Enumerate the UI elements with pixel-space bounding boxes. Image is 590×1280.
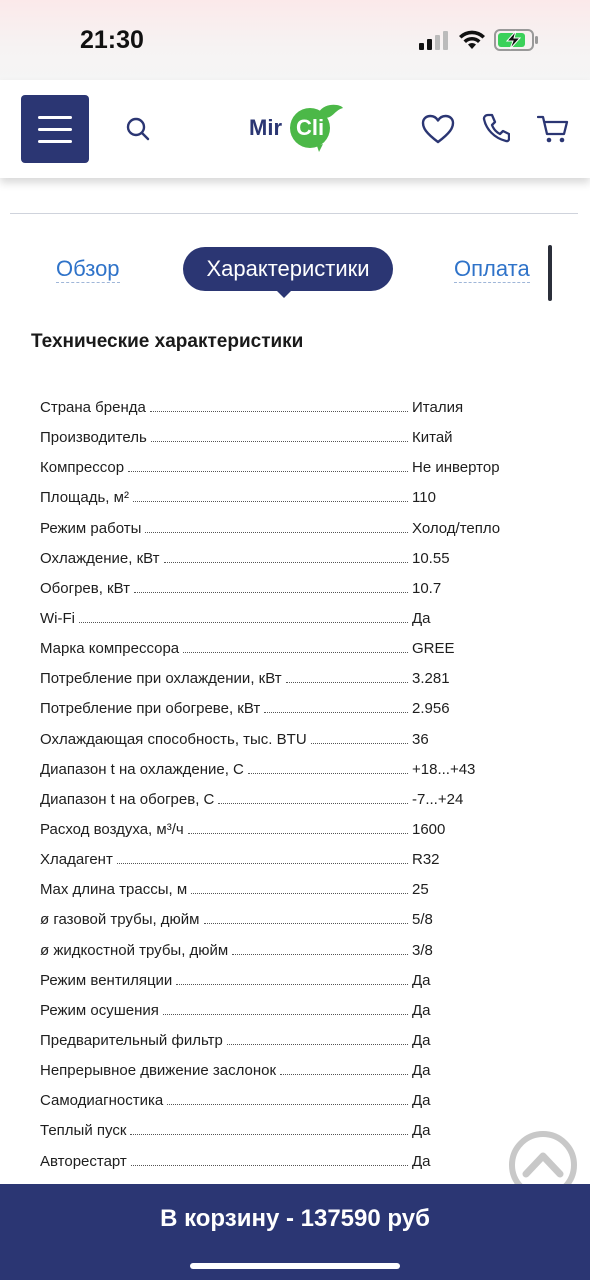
spec-label-wrap xyxy=(40,398,408,418)
spec-label-wrap xyxy=(40,880,408,900)
spec-value: Да xyxy=(412,971,431,989)
spec-label: Компрессор xyxy=(40,459,125,477)
spec-label-wrap xyxy=(40,760,408,780)
dotted-leader xyxy=(311,743,408,744)
spec-label: Предварительный фильтр xyxy=(40,1031,223,1049)
spec-value: Да xyxy=(412,1062,431,1080)
tab-payment[interactable]: Оплата xyxy=(454,256,530,281)
spec-label: Расход воздуха, м³/ч xyxy=(40,820,184,838)
add-to-cart-bar[interactable] xyxy=(0,1184,590,1280)
spec-label-wrap xyxy=(40,458,408,478)
spec-value: 1600 xyxy=(412,820,446,838)
search-icon[interactable] xyxy=(125,116,151,142)
spec-row xyxy=(40,1152,580,1182)
spec-label: Wi-Fi xyxy=(40,609,75,627)
dotted-leader xyxy=(145,532,408,533)
spec-row xyxy=(40,488,580,518)
spec-row xyxy=(40,699,580,729)
dotted-leader xyxy=(188,833,408,834)
dotted-leader xyxy=(163,1014,408,1015)
dotted-leader xyxy=(248,773,408,774)
spec-value: Не инвертор xyxy=(412,459,500,477)
battery-charging-icon xyxy=(494,28,540,52)
spec-row xyxy=(40,1061,580,1091)
spec-label-wrap xyxy=(40,790,408,810)
spec-label-wrap xyxy=(40,699,408,719)
status-time: 21:30 xyxy=(80,26,144,54)
spec-label-wrap xyxy=(40,1001,408,1021)
spec-label: Потребление при охлаждении, кВт xyxy=(40,670,282,688)
spec-label: Потребление при обогреве, кВт xyxy=(40,700,261,718)
logo-text-mir: Mir xyxy=(249,115,282,140)
dotted-leader xyxy=(130,1134,408,1135)
spec-row xyxy=(40,1091,580,1121)
spec-label-wrap xyxy=(40,1031,408,1051)
spec-label: Режим вентиляции xyxy=(40,971,173,989)
spec-value: 25 xyxy=(412,881,429,899)
spec-value: Да xyxy=(412,609,431,627)
menu-button[interactable] xyxy=(21,95,89,163)
spec-row xyxy=(40,428,580,458)
dotted-leader xyxy=(79,622,408,623)
divider xyxy=(10,213,578,214)
dotted-leader xyxy=(134,592,408,593)
spec-value: 10.7 xyxy=(412,579,442,597)
spec-label: Марка компрессора xyxy=(40,640,180,658)
spec-row xyxy=(40,609,580,639)
spec-row xyxy=(40,639,580,669)
dotted-leader xyxy=(128,471,408,472)
spec-value: Италия xyxy=(412,399,464,416)
spec-label: Диапазон t на охлаждение, С xyxy=(40,760,244,778)
spec-label: Обогрев, кВт xyxy=(40,579,130,597)
spec-label: ø жидкостной трубы, дюйм xyxy=(40,941,229,959)
spec-label-wrap xyxy=(40,549,408,569)
spec-label-wrap xyxy=(40,519,408,539)
dotted-leader xyxy=(150,411,408,412)
section-title: Технические характеристики xyxy=(31,331,304,352)
spec-label: Производитель xyxy=(40,429,147,447)
spec-label: Охлаждающая способность, тыс. BTU xyxy=(40,730,307,748)
dotted-leader xyxy=(218,803,408,804)
menu-icon-line xyxy=(38,140,72,143)
spec-label: Режим осушения xyxy=(40,1001,159,1019)
spec-value: Китай xyxy=(412,429,453,447)
spec-value: GREE xyxy=(412,640,455,658)
spec-value: +18...+43 xyxy=(412,760,476,778)
site-logo[interactable] xyxy=(249,102,349,152)
dotted-leader xyxy=(117,863,408,864)
specs-list xyxy=(40,398,580,1182)
spec-row xyxy=(40,850,580,880)
spec-value: Да xyxy=(412,1001,431,1019)
tab-active-pointer xyxy=(275,289,293,298)
spec-value: Да xyxy=(412,1092,431,1110)
spec-value: 5/8 xyxy=(412,911,433,929)
heart-icon[interactable] xyxy=(421,114,455,144)
spec-label: Площадь, м² xyxy=(40,489,129,507)
spec-label-wrap xyxy=(40,730,408,750)
dotted-leader xyxy=(133,501,408,502)
spec-label-wrap xyxy=(40,941,408,961)
spec-row xyxy=(40,760,580,790)
menu-icon-line xyxy=(38,128,72,131)
spec-label: Хладагент xyxy=(40,851,113,869)
spec-value: R32 xyxy=(412,851,440,869)
spec-row xyxy=(40,458,580,488)
spec-label-wrap xyxy=(40,669,408,689)
spec-row xyxy=(40,880,580,910)
spec-label-wrap xyxy=(40,850,408,870)
spec-value: 36 xyxy=(412,730,429,748)
spec-label: Авторестарт xyxy=(40,1152,127,1170)
spec-row xyxy=(40,549,580,579)
dotted-leader xyxy=(151,441,408,442)
dotted-leader xyxy=(227,1044,408,1045)
spec-row xyxy=(40,669,580,699)
spec-value: 2.956 xyxy=(412,700,450,718)
dotted-leader xyxy=(286,682,408,683)
spec-value: 3.281 xyxy=(412,670,450,688)
cellular-signal-icon xyxy=(419,30,449,50)
spec-value: 10.55 xyxy=(412,549,450,567)
spec-row xyxy=(40,398,580,428)
spec-value: Холод/тепло xyxy=(412,519,501,537)
spec-label-wrap xyxy=(40,639,408,659)
phone-icon[interactable] xyxy=(482,113,510,143)
dotted-leader xyxy=(191,893,408,894)
tab-overview[interactable]: Обзор xyxy=(56,256,120,281)
menu-icon xyxy=(38,116,72,119)
spec-row xyxy=(40,820,580,850)
spec-label-wrap xyxy=(40,1121,408,1141)
spec-label: Охлаждение, кВт xyxy=(40,549,160,567)
tabs-scroll-edge xyxy=(548,245,552,301)
spec-label-wrap xyxy=(40,1152,408,1172)
spec-row xyxy=(40,730,580,760)
spec-row xyxy=(40,971,580,1001)
spec-label-wrap xyxy=(40,428,408,448)
dotted-leader xyxy=(280,1074,408,1075)
spec-label-wrap xyxy=(40,820,408,840)
spec-row xyxy=(40,1001,580,1031)
site-header xyxy=(0,80,590,178)
spec-label-wrap xyxy=(40,1091,408,1111)
status-bar xyxy=(0,0,590,80)
spec-row xyxy=(40,519,580,549)
spec-label: Непрерывное движение заслонок xyxy=(40,1062,277,1080)
spec-row xyxy=(40,790,580,820)
spec-label: Режим работы xyxy=(40,519,142,537)
dotted-leader xyxy=(164,562,408,563)
home-indicator xyxy=(190,1263,400,1269)
spec-row xyxy=(40,1121,580,1151)
dotted-leader xyxy=(183,652,408,653)
wifi-icon xyxy=(458,28,486,50)
dotted-leader xyxy=(264,712,408,713)
spec-label-wrap xyxy=(40,609,408,629)
add-to-cart-button[interactable]: В корзину - 137590 руб xyxy=(160,1205,430,1232)
spec-label: Страна бренда xyxy=(40,399,146,416)
spec-value: -7...+24 xyxy=(412,790,464,808)
spec-label: Теплый пуск xyxy=(40,1122,127,1140)
spec-value: 110 xyxy=(412,489,436,507)
spec-row xyxy=(40,910,580,940)
spec-row xyxy=(40,579,580,609)
dotted-leader xyxy=(176,984,408,985)
spec-label-wrap xyxy=(40,910,408,930)
cart-icon[interactable] xyxy=(537,114,569,144)
spec-label-wrap xyxy=(40,488,408,508)
dotted-leader xyxy=(204,923,409,924)
spec-label: ø газовой трубы, дюйм xyxy=(40,911,200,929)
dotted-leader xyxy=(232,954,408,955)
dotted-leader xyxy=(131,1165,408,1166)
spec-label: Max длина трассы, м xyxy=(40,881,188,899)
spec-label-wrap xyxy=(40,971,408,991)
spec-label: Самодиагностика xyxy=(40,1092,164,1110)
spec-value: Да xyxy=(412,1031,431,1049)
tab-characteristics[interactable]: Характеристики xyxy=(183,247,393,291)
spec-value: Да xyxy=(412,1152,431,1170)
spec-row xyxy=(40,941,580,971)
logo-text-cli: Cli xyxy=(296,115,325,140)
spec-label-wrap xyxy=(40,1061,408,1081)
dotted-leader xyxy=(167,1104,408,1105)
spec-label: Диапазон t на обогрев, С xyxy=(40,790,215,808)
spec-row xyxy=(40,1031,580,1061)
spec-label-wrap xyxy=(40,579,408,599)
spec-value: Да xyxy=(412,1122,431,1140)
spec-value: 3/8 xyxy=(412,941,433,959)
